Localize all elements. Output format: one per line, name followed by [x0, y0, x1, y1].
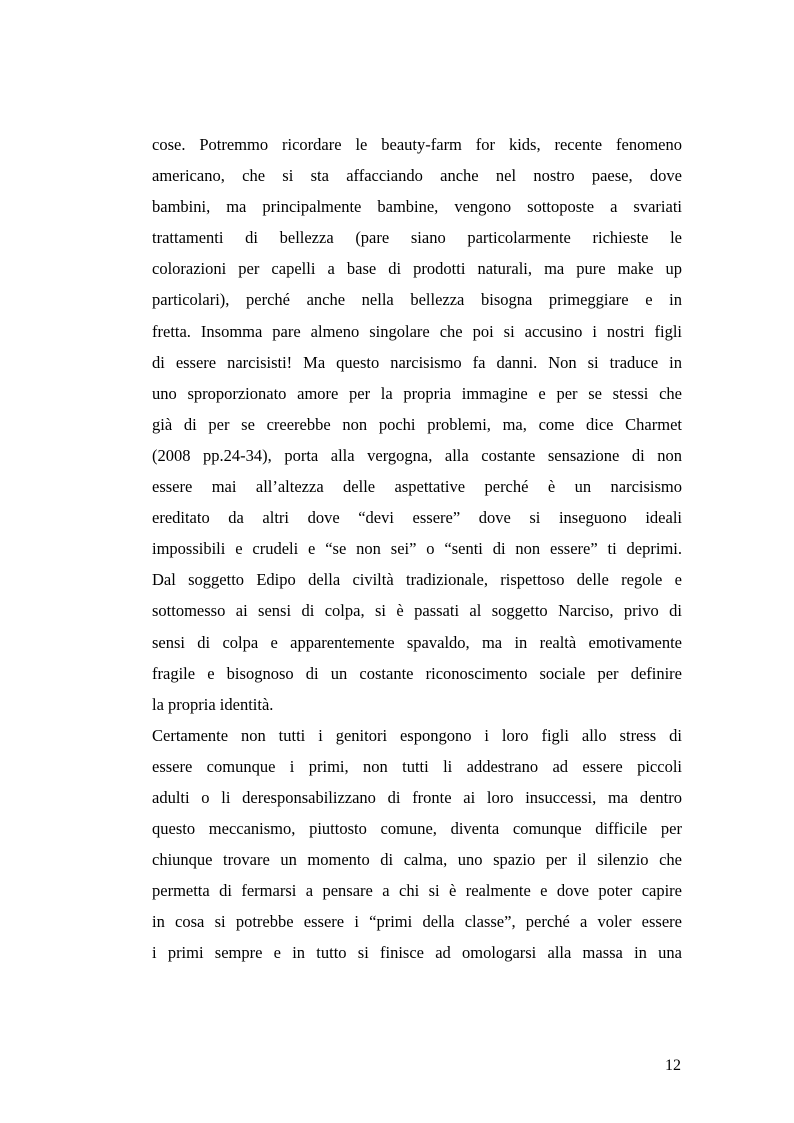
text-line: cose. Potremmo ricordare le beauty-farm for kids, recente fenomeno	[152, 135, 682, 154]
text-line: di essere narcisisti! Ma questo narcisismo fa danni. Non si traduce in	[152, 352, 682, 372]
body-text	[152, 129, 682, 969]
text-line: Certamente non tutti i genitori espongono i loro figli allo stress di	[152, 725, 682, 745]
text-line: essere comunque i primi, non tutti li addestrano ad essere piccoli	[152, 756, 682, 776]
text-line: sensi di colpa e apparentemente spavaldo, ma in realtà emotivamente	[152, 632, 682, 652]
text-line: bambini, ma principalmente bambine, vengono sottoposte a svariati	[152, 197, 682, 217]
text-line: colorazioni per capelli a base di prodotti naturali, ma pure make up	[152, 259, 682, 279]
text-line: questo meccanismo, piuttosto comune, diventa comunque difficile per	[152, 819, 682, 839]
text-line: particolari), perché anche nella bellezza bisogna primeggiare e in	[152, 290, 682, 310]
text-line: fragile e bisognoso di un costante riconoscimento sociale per definire	[152, 663, 682, 683]
text-line: uno sproporzionato amore per la propria immagine e per se stessi che	[152, 383, 682, 403]
paragraph-end-line: la propria identità.	[152, 694, 274, 714]
text-line: Dal soggetto Edipo della civiltà tradizionale, rispettoso delle regole e	[152, 570, 682, 590]
text-line: trattamenti di bellezza (pare siano particolarmente richieste le	[152, 228, 682, 248]
text-line: americano, che si sta affacciando anche nel nostro paese, dove	[152, 166, 682, 186]
text-line: sottomesso ai sensi di colpa, si è passati al soggetto Narciso, privo di	[152, 601, 682, 621]
text-line: in cosa si potrebbe essere i “primi della classe”, perché a voler essere	[152, 912, 682, 932]
text-line: adulti o li deresponsabilizzano di fronte ai loro insuccessi, ma dentro	[152, 787, 682, 807]
text-line: (2008 pp.24-34), porta alla vergogna, alla costante sensazione di non	[152, 445, 682, 465]
text-line: fretta. Insomma pare almeno singolare che poi si accusino i nostri figli	[152, 321, 682, 341]
text-line: chiunque trovare un momento di calma, uno spazio per il silenzio che	[152, 850, 682, 870]
text-line: permetta di fermarsi a pensare a chi si è realmente e dove poter capire	[152, 881, 682, 901]
text-line: già di per se creerebbe non pochi problemi, ma, come dice Charmet	[152, 414, 682, 434]
text-line: i primi sempre e in tutto si finisce ad omologarsi alla massa in una	[152, 943, 682, 963]
page-number: 12	[665, 1057, 681, 1074]
text-line: impossibili e crudeli e “se non sei” o “senti di non essere” ti deprimi.	[152, 539, 682, 559]
text-line: ereditato da altri dove “devi essere” dove si inseguono ideali	[152, 508, 682, 528]
text-line: essere mai all’altezza delle aspettative perché è un narcisismo	[152, 477, 682, 497]
